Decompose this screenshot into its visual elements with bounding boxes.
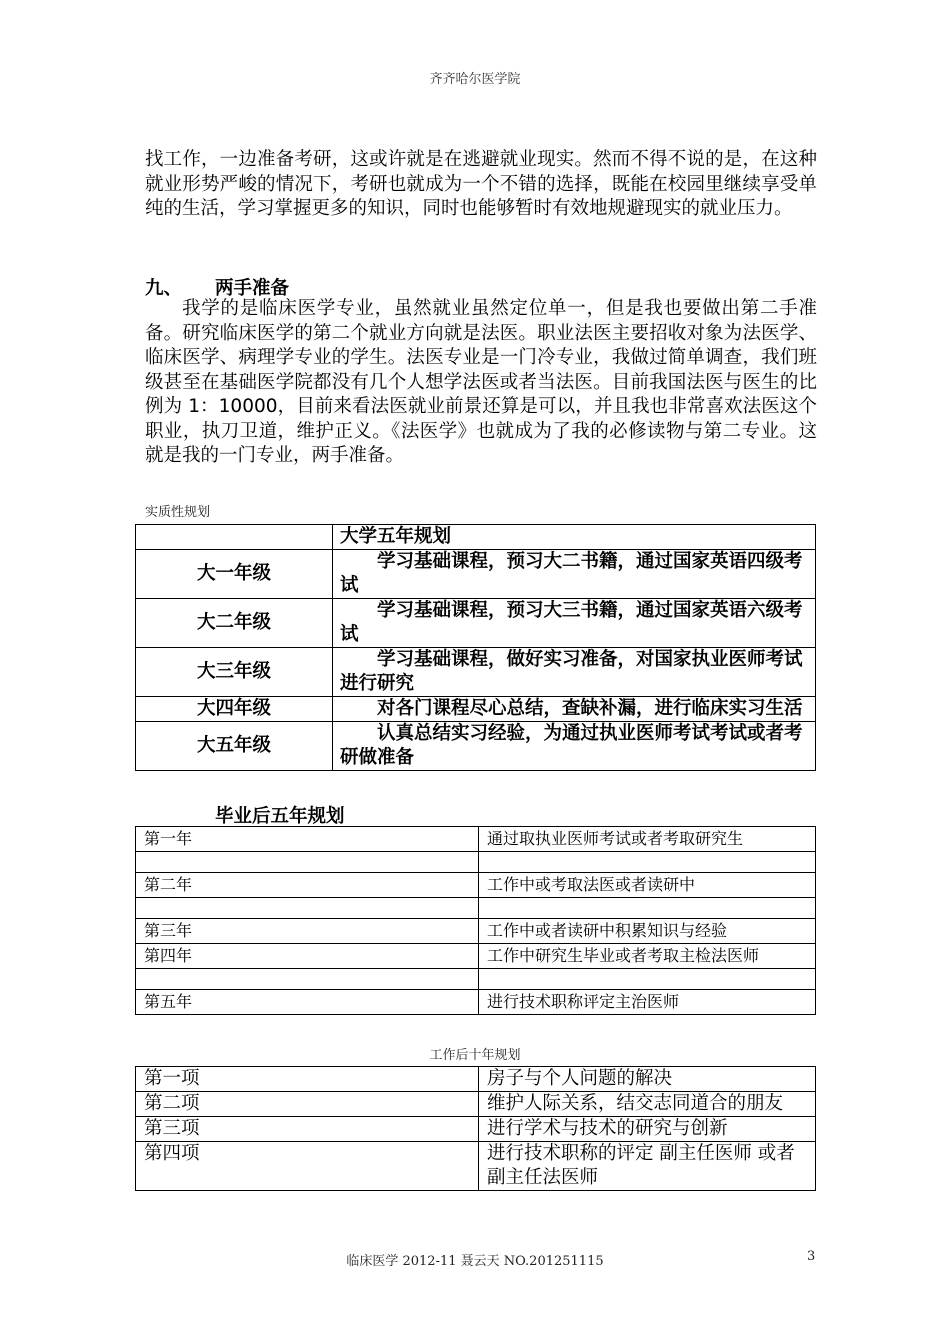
page-header: 齐齐哈尔医学院 — [429, 72, 521, 87]
item-cell: 第五年 — [136, 990, 479, 1015]
table-row — [136, 1117, 816, 1142]
page-number: 3 — [807, 1249, 816, 1264]
paragraph-two-preparations: 我学的是临床医学专业，虽然就业虽然定位单一，但是我也要做出第二手准备。研究临床医学的第二个就业方向就是法医。职业法医主要招收对象为法医学、临床医学、病理学专业的学生。法医专业是一门冷专业，我做过简单调查，我们班级甚至在基础医学院都没有几个人想学法医或者当法医。目前我国法医与医生的比例为 1：10000，目前来看法医就业前景还算是可以，并且我也非常喜欢法医这个职业，执刀卫道，维护正义。《法医学》也就成为了我的必修读物与第二专业。这就是我的一门专业，两手准备。 — [145, 298, 817, 466]
table-row — [136, 1142, 816, 1191]
paragraph-job-search: 找工作，一边准备考研，这或许就是在逃避就业现实。然而不得不说的是，在这种就业形势严峻的情况下，考研也就成为一个不错的选择，既能在校园里继续享受单纯的生活，学习掌握更多的知识，同时也能够暂时有效地规避现实的就业压力。 — [145, 149, 817, 219]
item-cell: 第一项 — [136, 1067, 479, 1092]
item-cell — [136, 852, 479, 873]
plan-cell: 通过取执业医师考试或者考取研究生 — [479, 827, 816, 852]
year-cell: 大五年级 — [136, 722, 333, 771]
table-header-blank — [136, 525, 333, 550]
table-row — [136, 852, 816, 873]
plan-cell: 学习基础课程，预习大三书籍，通过国家英语六级考试 — [333, 599, 816, 648]
item-cell: 第三项 — [136, 1117, 479, 1142]
table-header-row — [136, 525, 816, 550]
item-cell: 第一年 — [136, 827, 479, 852]
plan-cell: 工作中研究生毕业或者考取主检法医师 — [479, 944, 816, 969]
item-cell: 第二项 — [136, 1092, 479, 1117]
university-plan-table — [135, 524, 816, 771]
plan-cell: 维护人际关系，结交志同道合的朋友 — [479, 1092, 816, 1117]
post-graduation-plan-table — [135, 826, 816, 1015]
plan-cell: 对各门课程尽心总结，查缺补漏，进行临床实习生活 — [333, 697, 816, 722]
table-row — [136, 697, 816, 722]
plan-cell: 学习基础课程，预习大二书籍，通过国家英语四级考试 — [333, 550, 816, 599]
plan-cell: 工作中或考取法医或者读研中 — [479, 873, 816, 898]
table-row — [136, 898, 816, 919]
plan-cell — [479, 969, 816, 990]
plan-cell: 进行学术与技术的研究与创新 — [479, 1117, 816, 1142]
plan-cell: 进行技术职称的评定 副主任医师 或者副主任法医师 — [479, 1142, 816, 1191]
table-row — [136, 1067, 816, 1092]
year-cell: 大二年级 — [136, 599, 333, 648]
plan-cell: 房子与个人问题的解决 — [479, 1067, 816, 1092]
table-row — [136, 648, 816, 697]
item-cell: 第四年 — [136, 944, 479, 969]
table-header-title: 大学五年规划 — [333, 525, 816, 550]
page-footer: 临床医学 2012-11 聂云天 NO.201251115 — [346, 1254, 604, 1269]
table-row — [136, 990, 816, 1015]
table-row — [136, 944, 816, 969]
year-cell: 大四年级 — [136, 697, 333, 722]
plan-cell: 进行技术职称评定主治医师 — [479, 990, 816, 1015]
table-row — [136, 1092, 816, 1117]
table-row — [136, 919, 816, 944]
plan1-caption: 实质性规划 — [145, 505, 211, 520]
plan2-caption: 毕业后五年规划 — [215, 806, 345, 827]
item-cell: 第四项 — [136, 1142, 479, 1191]
section-title: 两手准备 — [215, 278, 290, 299]
table-row — [136, 969, 816, 990]
item-cell: 第三年 — [136, 919, 479, 944]
table-row — [136, 722, 816, 771]
year-cell: 大三年级 — [136, 648, 333, 697]
table-row — [136, 599, 816, 648]
table-row — [136, 827, 816, 852]
plan-cell: 认真总结实习经验，为通过执业医师考试考试或者考研做准备 — [333, 722, 816, 771]
ten-year-plan-table — [135, 1066, 816, 1191]
item-cell — [136, 969, 479, 990]
item-cell: 第二年 — [136, 873, 479, 898]
plan-cell — [479, 898, 816, 919]
plan-cell: 工作中或者读研中积累知识与经验 — [479, 919, 816, 944]
table-row — [136, 550, 816, 599]
year-cell: 大一年级 — [136, 550, 333, 599]
section-number: 九、 — [145, 278, 183, 299]
plan-cell — [479, 852, 816, 873]
item-cell — [136, 898, 479, 919]
table-row — [136, 873, 816, 898]
plan3-caption: 工作后十年规划 — [429, 1048, 521, 1063]
plan-cell: 学习基础课程，做好实习准备，对国家执业医师考试进行研究 — [333, 648, 816, 697]
